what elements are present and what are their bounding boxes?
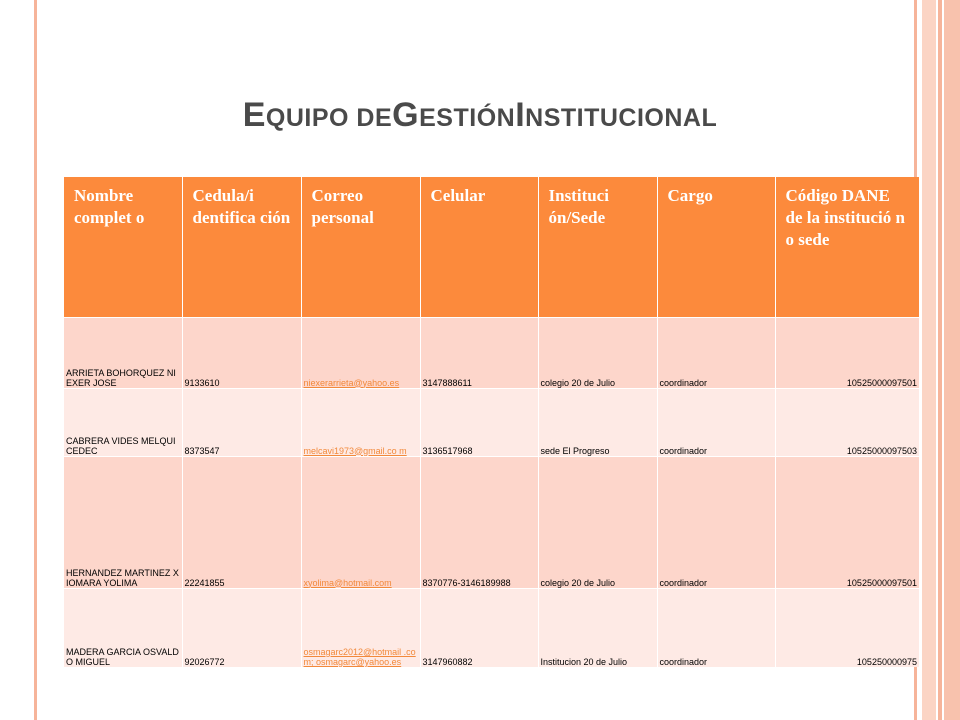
- cell-institution: colegio 20 de Julio: [538, 317, 657, 388]
- header-email: Correo personal: [301, 177, 420, 317]
- cell-name: CABRERA VIDES MELQUICEDEC: [64, 388, 182, 456]
- cell-phone: 3136517968: [420, 388, 538, 456]
- cell-email-link[interactable]: niexerarrieta@yahoo.es: [301, 317, 420, 388]
- table-row: [64, 588, 919, 667]
- cell-email-link[interactable]: melcavi1973@gmail.co m: [301, 388, 420, 456]
- title-initial-1: E: [242, 96, 266, 134]
- title-initial-2: G: [392, 96, 420, 134]
- header-id: Cedula/i dentifica ción: [182, 177, 301, 317]
- header-institution: Instituci ón/Sede: [538, 177, 657, 317]
- title-initial-3: I: [515, 96, 526, 134]
- cell-institution: colegio 20 de Julio: [538, 456, 657, 588]
- title-smallcaps-2: ESTIÓN: [419, 104, 516, 132]
- table-row: [64, 317, 919, 388]
- cell-id: 9133610: [182, 317, 301, 388]
- header-phone: Celular: [420, 177, 538, 317]
- cell-phone: 3147960882: [420, 588, 538, 667]
- cell-role: coordinador: [657, 588, 775, 667]
- cell-dane-code: 105250000975: [775, 588, 919, 667]
- management-team-table: [64, 177, 919, 667]
- table-row: [64, 456, 919, 588]
- cell-email-link[interactable]: osmagarc2012@hotmail .com; osmagarc@yahoo.es: [301, 588, 420, 667]
- cell-dane-code: 10525000097503: [775, 388, 919, 456]
- title-smallcaps-3: NSTITUCIONAL: [525, 104, 718, 132]
- cell-role: coordinador: [657, 456, 775, 588]
- cell-dane-code: 10525000097501: [775, 456, 919, 588]
- cell-id: 92026772: [182, 588, 301, 667]
- cell-role: coordinador: [657, 388, 775, 456]
- cell-dane-code: 10525000097501: [775, 317, 919, 388]
- cell-name: HERNANDEZ MARTINEZ XIOMARA YOLIMA: [64, 456, 182, 588]
- cell-role: coordinador: [657, 317, 775, 388]
- cell-phone: 8370776-3146189988: [420, 456, 538, 588]
- cell-id: 8373547: [182, 388, 301, 456]
- table-row: [64, 388, 919, 456]
- cell-id: 22241855: [182, 456, 301, 588]
- table-header-row: [64, 177, 919, 317]
- header-role: Cargo: [657, 177, 775, 317]
- cell-email-link[interactable]: xyolima@hotmail.com: [301, 456, 420, 588]
- header-name: Nombre complet o: [64, 177, 182, 317]
- cell-institution: Institucion 20 de Julio: [538, 588, 657, 667]
- cell-institution: sede El Progreso: [538, 388, 657, 456]
- slide-title: [0, 96, 960, 135]
- cell-name: ARRIETA BOHORQUEZ NIEXER JOSE: [64, 317, 182, 388]
- cell-phone: 3147888611: [420, 317, 538, 388]
- title-smallcaps-1: QUIPO DE: [265, 104, 393, 132]
- header-dane-code: Código DANE de la institució n o sede: [775, 177, 919, 317]
- cell-name: MADERA GARCIA OSVALDO MIGUEL: [64, 588, 182, 667]
